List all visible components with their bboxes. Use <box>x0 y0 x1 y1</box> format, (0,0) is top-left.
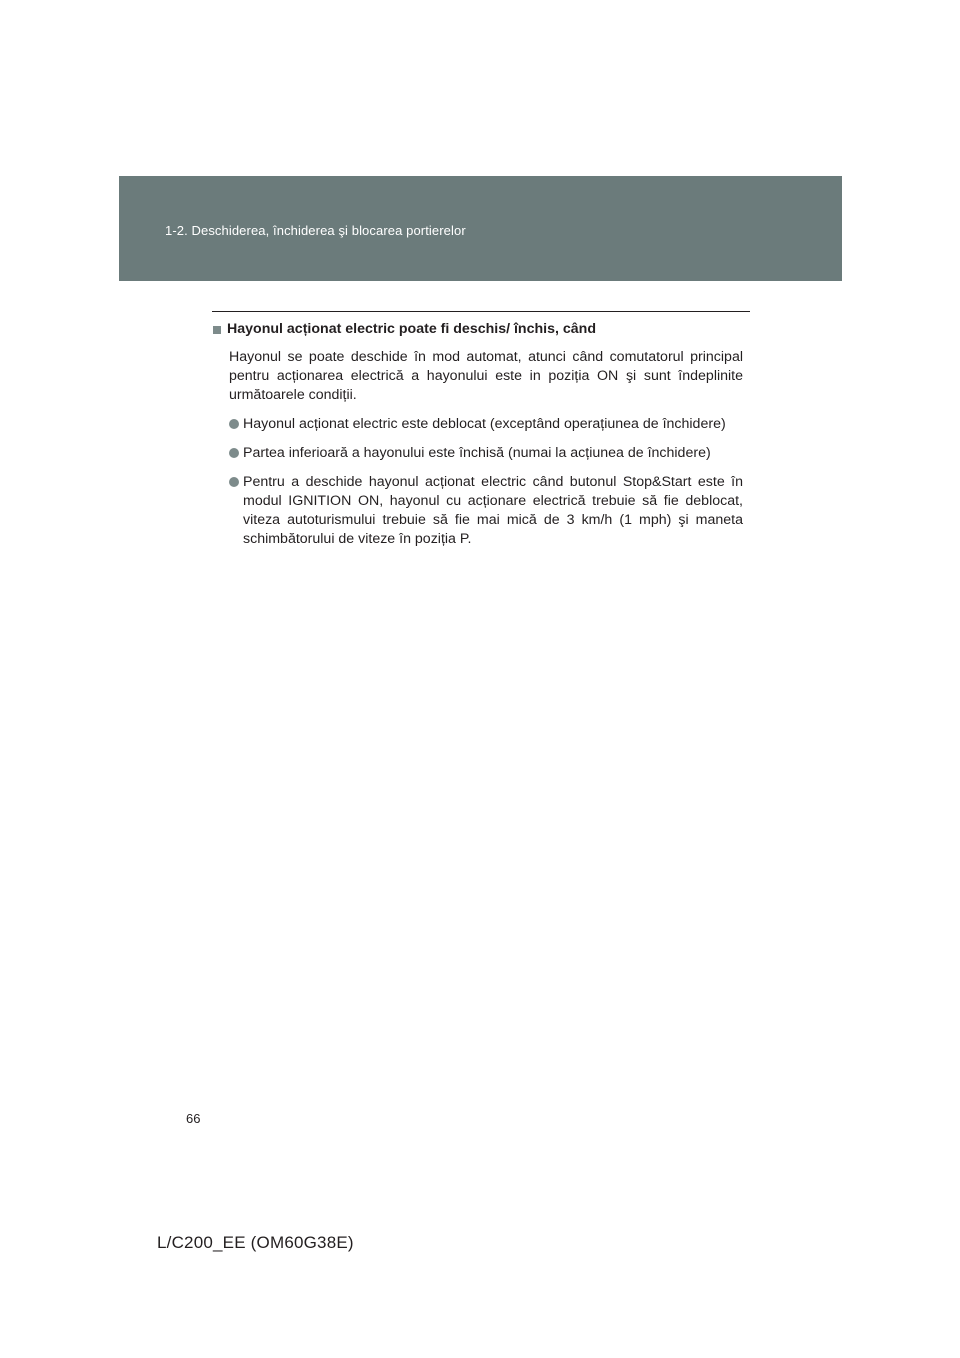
heading-text: Hayonul acționat electric poate fi deschis/ închis, când <box>227 321 596 337</box>
list-item <box>229 415 743 434</box>
content-area <box>213 320 743 559</box>
list-item-text: Partea inferioară a hayonului este închisă (numai la acțiunea de închidere) <box>243 445 711 461</box>
dot-icon <box>229 419 239 429</box>
list-item <box>229 473 743 549</box>
page-number: 66 <box>186 1111 201 1126</box>
intro-paragraph: Hayonul se poate deschide în mod automat, atunci când comutatorul principal pentru acționarea electrică a hayonului este in poziția ON şi sunt îndeplinite următoarele condiții. <box>229 349 743 403</box>
content-divider <box>212 311 750 312</box>
section-header-band <box>119 176 842 281</box>
section-title: 1-2. Deschiderea, închiderea şi blocarea portierelor <box>165 223 466 238</box>
dot-icon <box>229 448 239 458</box>
document-code: L/C200_EE (OM60G38E) <box>157 1233 354 1252</box>
dot-icon <box>229 477 239 487</box>
subsection-heading <box>213 320 743 339</box>
list-item <box>229 444 743 463</box>
list-item-text: Pentru a deschide hayonul acționat electric când butonul Stop&Start este în modul IGNITION ON, hayonul cu acționare electrică trebuie să fie deblocat, viteza autoturismului trebuie să fie mai mică de 3 km/h (1 mph) şi maneta schimbătorului de viteze în poziția P. <box>243 474 743 547</box>
list-item-text: Hayonul acționat electric este deblocat (exceptând operațiunea de închidere) <box>243 416 726 432</box>
square-icon <box>213 326 221 334</box>
